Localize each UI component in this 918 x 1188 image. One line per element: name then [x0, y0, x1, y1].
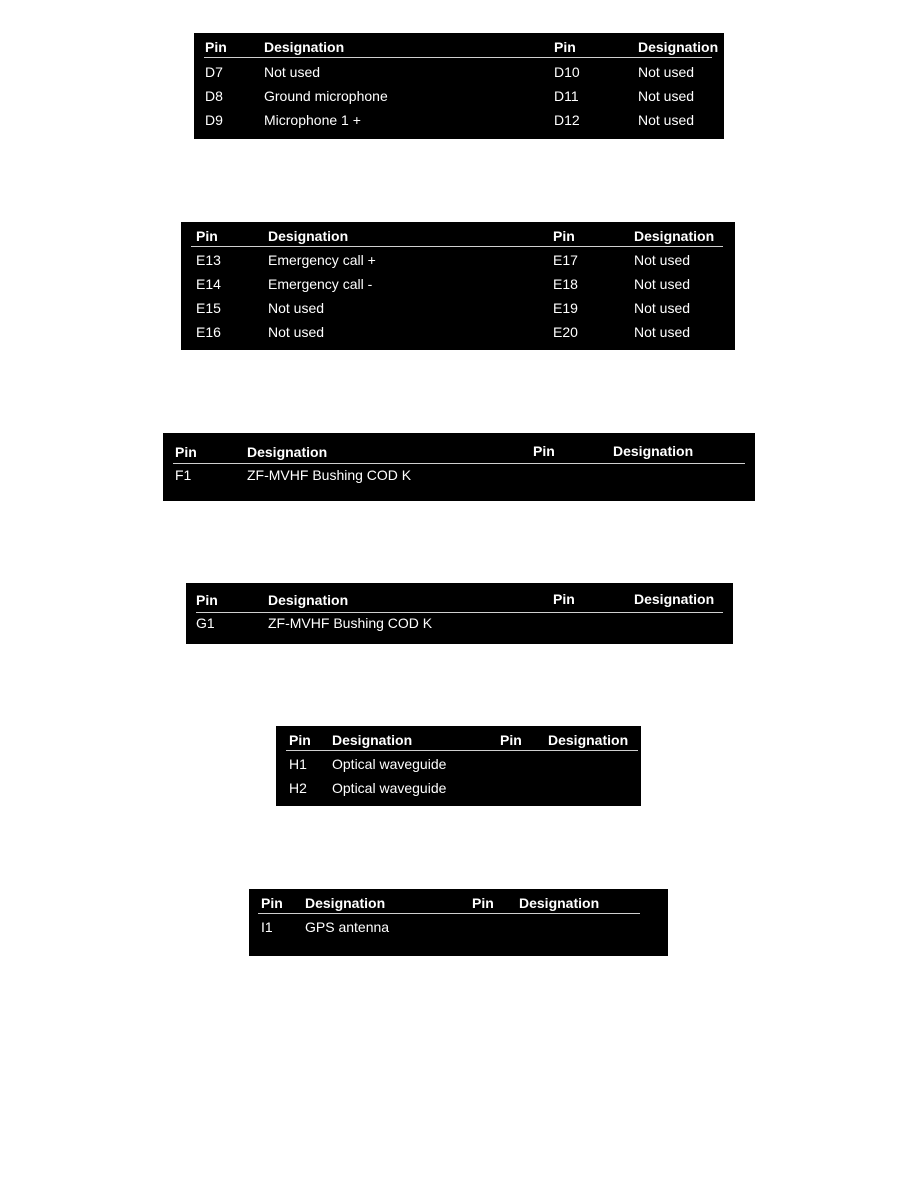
- pin-table-f: [163, 433, 755, 501]
- table-header: [186, 583, 733, 610]
- header-pin: Pin: [205, 39, 227, 55]
- designation-cell: ZF-MVHF Bushing COD K: [268, 615, 433, 631]
- pin-cell-2: E17: [553, 252, 578, 268]
- designation-cell: Microphone 1 +: [264, 112, 361, 128]
- designation-cell: Optical waveguide: [332, 780, 447, 796]
- pin-cell-2: D11: [554, 88, 579, 104]
- header-pin-2: Pin: [553, 228, 575, 244]
- header-pin: Pin: [175, 444, 197, 460]
- pin-table-i: [249, 889, 668, 956]
- pin-cell: D8: [205, 88, 223, 104]
- designation-cell: Optical waveguide: [332, 756, 447, 772]
- pin-table-g: [186, 583, 733, 644]
- pin-table-e: [181, 222, 735, 350]
- designation-cell-2: Not used: [634, 324, 691, 340]
- header-designation: Designation: [268, 592, 349, 608]
- designation-cell: Emergency call +: [268, 252, 376, 268]
- pin-cell: E13: [196, 252, 221, 268]
- header-divider: [173, 463, 745, 464]
- pin-cell: H2: [289, 780, 307, 796]
- designation-cell: ZF-MVHF Bushing COD K: [247, 467, 412, 483]
- pin-table-h: [276, 726, 641, 806]
- pin-table-d: [194, 33, 724, 139]
- pin-cell: E14: [196, 276, 221, 292]
- designation-cell: Not used: [264, 64, 321, 80]
- table-header: [194, 33, 724, 60]
- table-header: [249, 889, 668, 916]
- header-pin-2: Pin: [472, 895, 494, 911]
- pin-cell: G1: [196, 615, 215, 631]
- header-designation: Designation: [247, 444, 328, 460]
- header-designation: Designation: [332, 732, 413, 748]
- designation-cell: Not used: [268, 324, 325, 340]
- designation-cell: Not used: [268, 300, 325, 316]
- header-designation-2: Designation: [613, 443, 694, 459]
- header-designation: Designation: [268, 228, 349, 244]
- pin-cell: F1: [175, 467, 192, 483]
- designation-cell-2: Not used: [634, 252, 691, 268]
- header-pin: Pin: [289, 732, 311, 748]
- designation-cell: Ground microphone: [264, 88, 388, 104]
- pin-cell: D7: [205, 64, 223, 80]
- pin-cell: E16: [196, 324, 221, 340]
- designation-cell-2: Not used: [638, 88, 695, 104]
- table-header: [163, 433, 755, 460]
- header-designation-2: Designation: [634, 228, 715, 244]
- designation-cell-2: Not used: [638, 112, 695, 128]
- header-designation-2: Designation: [638, 39, 719, 55]
- pin-cell-2: E19: [553, 300, 578, 316]
- pin-cell-2: E20: [553, 324, 578, 340]
- pin-cell: H1: [289, 756, 307, 772]
- header-designation: Designation: [264, 39, 345, 55]
- header-divider: [286, 750, 638, 751]
- header-divider: [191, 246, 723, 247]
- table-header: [276, 726, 641, 753]
- table-header: [181, 222, 735, 249]
- header-pin: Pin: [196, 228, 218, 244]
- designation-cell-2: Not used: [634, 276, 691, 292]
- header-designation: Designation: [305, 895, 386, 911]
- designation-cell-2: Not used: [634, 300, 691, 316]
- designation-cell: Emergency call -: [268, 276, 373, 292]
- pin-cell-2: D10: [554, 64, 580, 80]
- header-pin-2: Pin: [533, 443, 555, 459]
- header-pin-2: Pin: [500, 732, 522, 748]
- designation-cell-2: Not used: [638, 64, 695, 80]
- header-designation-2: Designation: [519, 895, 600, 911]
- header-pin-2: Pin: [553, 591, 575, 607]
- header-divider: [258, 913, 640, 914]
- pin-cell-2: D12: [554, 112, 580, 128]
- header-pin: Pin: [261, 895, 283, 911]
- header-pin-2: Pin: [554, 39, 576, 55]
- pin-cell-2: E18: [553, 276, 578, 292]
- pin-cell: D9: [205, 112, 223, 128]
- pin-cell: I1: [261, 919, 273, 935]
- header-designation-2: Designation: [548, 732, 629, 748]
- header-pin: Pin: [196, 592, 218, 608]
- header-designation-2: Designation: [634, 591, 715, 607]
- header-divider: [196, 612, 723, 613]
- pin-cell: E15: [196, 300, 221, 316]
- header-divider: [204, 57, 712, 58]
- designation-cell: GPS antenna: [305, 919, 390, 935]
